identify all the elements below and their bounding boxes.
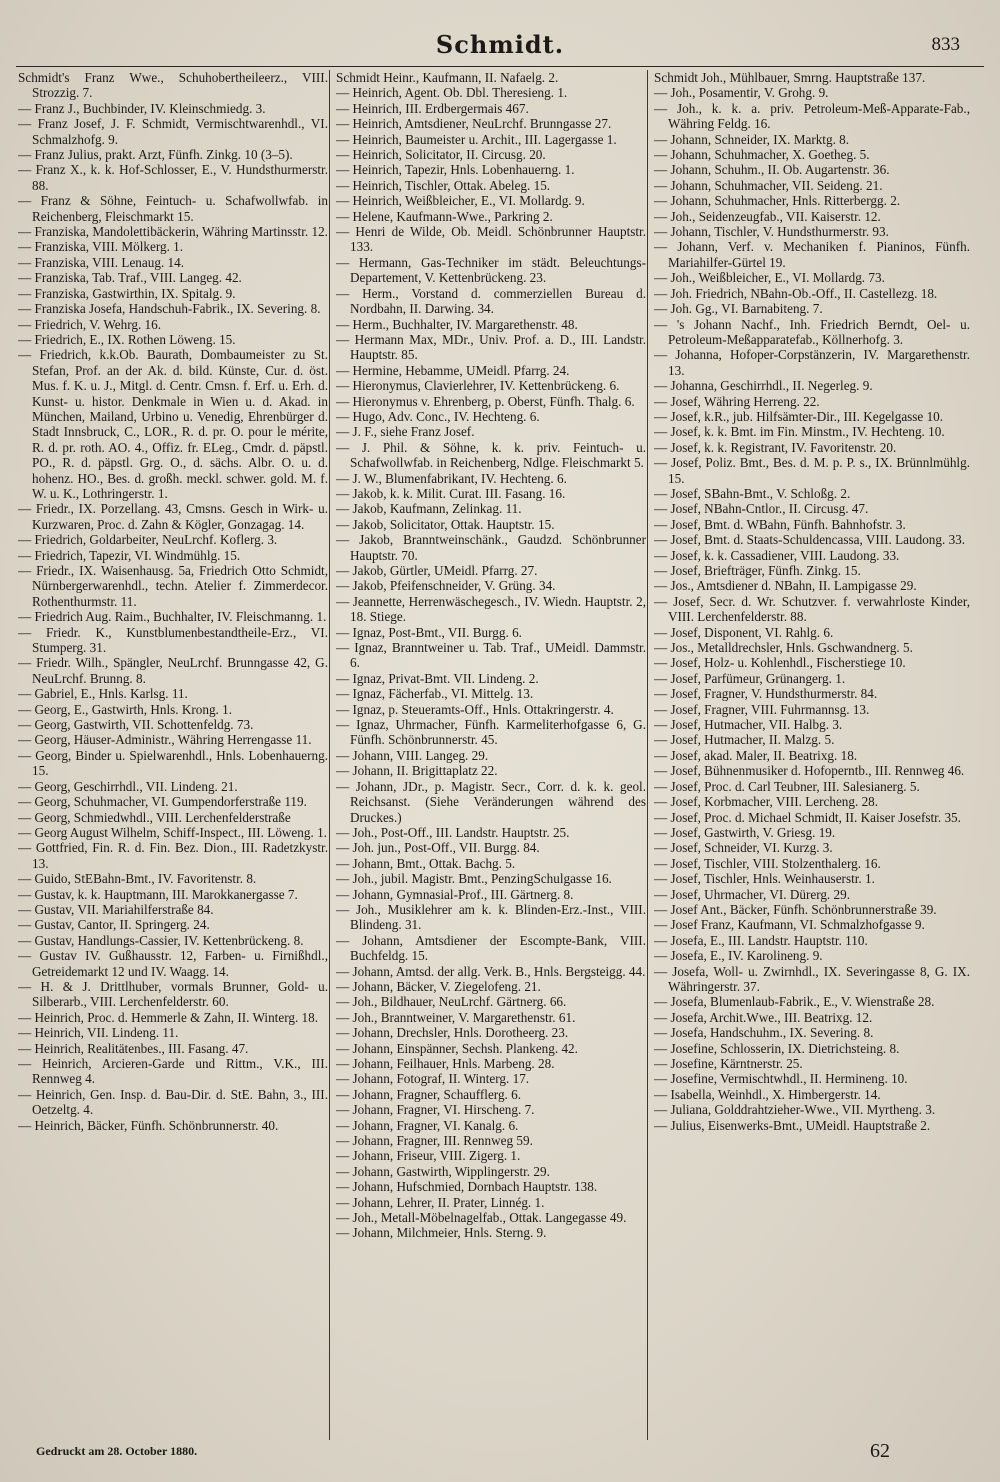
page-title: Schmidt. — [435, 30, 565, 59]
directory-entry: — Johann, Bäcker, V. Ziegelofeng. 21. — [336, 978, 541, 994]
directory-entry: — Gottfried, Fin. R. d. Fin. Bez. Dion., III. Radetzkystr. 13. — [18, 840, 328, 871]
directory-entry: — Heinrich, Agent. Ob. Dbl. Theresieng. 1. — [336, 85, 568, 101]
directory-entry: — Ignaz, Branntweiner u. Tab. Traf., UMeidl. Dammstr. 6. — [336, 640, 646, 671]
directory-entry: — Jakob, Solicitator, Ottak. Hauptstr. 15. — [336, 516, 555, 532]
directory-entry: — Georg, Häuser-Administr., Währing Herrengasse 11. — [18, 732, 312, 748]
directory-entry: — Joh., k. k. a. priv. Petroleum-Meß-Apparate-Fab., Währing Feldg. 16. — [654, 100, 970, 132]
directory-entry: — Josef Franz, Kaufmann, VI. Schmalzhofgasse 9. — [654, 917, 925, 933]
directory-entry: — Johann, Fragner, VI. Kanalg. 6. — [336, 1117, 519, 1133]
directory-entry: — Johann, Gastwirth, Wipplingerstr. 29. — [336, 1163, 550, 1179]
directory-entry: — Johann, Verf. v. Mechaniken f. Pianinos, Fünfh. Mariahilfer-Gürtel 19. — [654, 239, 970, 270]
directory-entry: — Josef, Uhrmacher, VI. Dürerg. 29. — [654, 886, 851, 902]
directory-entry: — Johann, Fragner, VI. Hirscheng. 7. — [336, 1102, 535, 1118]
directory-entry: — Joh., Posamentir, V. Grohg. 9. — [654, 85, 829, 101]
directory-entry: — Helene, Kaufmann-Wwe., Parkring 2. — [336, 208, 553, 224]
directory-entry: — Jos., Amtsdiener d. NBahn, II. Lampigasse 29. — [654, 578, 917, 594]
directory-entry: — Georg, Gastwirth, VII. Schottenfeldg. 73. — [18, 717, 254, 733]
directory-entry: — Johann, Schuhmacher, X. Goetheg. 5. — [654, 147, 870, 163]
directory-entry: — Josef, Poliz. Bmt., Bes. d. M. p. P. s., IX. Brünnlmühlg. 15. — [654, 455, 970, 486]
directory-entry: — Johann, Milchmeier, Hnls. Sterng. 9. — [336, 1225, 547, 1241]
directory-entry: — Johann, Schuhmacher, Hnls. Ritterbergg. 2. — [654, 193, 901, 209]
directory-entry: — Josef, k. k. Bmt. im Fin. Minstm., IV. Hechteng. 10. — [654, 424, 945, 440]
directory-entry: — Johann, Friseur, VIII. Zigerg. 1. — [336, 1148, 521, 1164]
directory-entry: — Josef, Hutmacher, II. Malzg. 5. — [654, 732, 835, 748]
directory-entry: — Hieronymus v. Ehrenberg, p. Oberst, Fünfh. Thalg. 6. — [336, 393, 635, 409]
directory-entry: — Friedr., IX. Porzellang. 43, Cmsns. Gesch in Wirk- u. Kurzwaren, Proc. d. Zahn & Kögler, Gonzagag. 14. — [18, 501, 328, 532]
directory-entry: — Joh., jubil. Magistr. Bmt., PenzingSchulgasse 16. — [336, 871, 612, 887]
directory-entry: — Jakob, Branntweinschänk., Gaudzd. Schönbrunner Hauptstr. 70. — [336, 532, 646, 563]
directory-entry: — Heinrich, Baumeister u. Archit., III. Lagergasse 1. — [336, 131, 617, 147]
directory-entry: — Henri de Wilde, Ob. Meidl. Schönbrunner Hauptstr. 133. — [336, 224, 646, 255]
directory-entry: — Josefa, Handschuhm., IX. Severing. 8. — [654, 1025, 874, 1041]
header-rule — [16, 66, 984, 67]
directory-entry: — Josef, Hutmacher, VII. Halbg. 3. — [654, 717, 843, 733]
directory-entry: — Josef, Währing Herreng. 22. — [654, 393, 820, 409]
directory-entry: — Friedr. K., Kunstblumenbestandtheile-Erz., VI. Stumperg. 31. — [18, 624, 328, 656]
directory-entry: — Josef, Briefträger, Fünfh. Zinkg. 15. — [654, 563, 861, 578]
directory-entry: — Johann, Gymnasial-Prof., III. Gärtnerg. 8. — [336, 886, 574, 902]
page-number: 833 — [931, 34, 960, 55]
directory-entry: — Joh., Musiklehrer am k. k. Blinden-Erz.-Inst., VIII. Blindeng. 31. — [336, 901, 646, 933]
directory-entry: — Friedrich Aug. Raim., Buchhalter, IV. Fleischmanng. 1. — [18, 609, 327, 625]
directory-entry: — Heinrich, Tischler, Ottak. Abeleg. 15. — [336, 177, 551, 193]
directory-entry: — Joh. Gg., VI. Barnabiteng. 7. — [654, 301, 823, 317]
directory-entry: — Johann, Feilhauer, Hnls. Marbeng. 28. — [336, 1056, 555, 1071]
directory-entry: — Ignaz, Fächerfab., VI. Mittelg. 13. — [336, 686, 534, 702]
directory-entry: — Josef, k.R., jub. Hilfsämter-Dir., III. Kegelgasse 10. — [654, 408, 944, 424]
directory-entry: — Joh. jun., Post-Off., VII. Burgg. 84. — [336, 840, 540, 856]
directory-entry: — Georg, E., Gastwirth, Hnls. Krong. 1. — [18, 701, 233, 717]
directory-entry: — Joh., Weißbleicher, E., VI. Mollardg. 73. — [654, 270, 885, 286]
directory-entry: — Georg, Binder u. Spielwarenhdl., Hnls. Lobenhauerng. 15. — [18, 747, 328, 779]
directory-entry: — Josef, Proc. d. Carl Teubner, III. Salesianerg. 5. — [654, 778, 920, 794]
directory-entry: — Jos., Metalldrechsler, Hnls. Gschwandnerg. 5. — [654, 640, 913, 656]
directory-entry: — J. F., siehe Franz Josef. — [336, 424, 475, 440]
directory-entry: — Johann, Bmt., Ottak. Bachg. 5. — [336, 855, 516, 871]
directory-entry: — Josef, Fragner, V. Hundsthurmerstr. 84. — [654, 686, 878, 702]
directory-entry: — Joh., Post-Off., III. Landstr. Hauptstr. 25. — [336, 824, 570, 840]
directory-entry: — Josefine, Schlosserin, IX. Dietrichsteing. 8. — [654, 1040, 900, 1056]
directory-entry: — Hermann, Gas-Techniker im städt. Beleuchtungs-Departement, V. Kettenbrückeng. 23. — [336, 254, 646, 286]
directory-entry: — Johanna, Hofoper-Corpstänzerin, IV. Margarethenstr. 13. — [654, 347, 970, 378]
directory-entry: — Gabriel, E., Hnls. Karlsg. 11. — [18, 686, 188, 702]
directory-entry: — Franziska, VIII. Lenaug. 14. — [18, 254, 185, 270]
directory-entry: — Ignaz, p. Steueramts-Off., Hnls. Ottakringerstr. 4. — [336, 701, 614, 717]
directory-entry: — Johann, VIII. Langeg. 29. — [336, 747, 489, 763]
directory-entry: — Julius, Eisenwerks-Bmt., UMeidl. Hauptstraße 2. — [654, 1117, 931, 1133]
directory-entry: — Heinrich, Realitätenbes., III. Fasang. 47. — [18, 1040, 249, 1056]
directory-entry: — Franziska, VIII. Mölkerg. 1. — [18, 239, 184, 255]
directory-entry: — Josef, k. k. Cassadiener, VIII. Laudong. 33. — [654, 547, 900, 563]
directory-entry: — Johann, Lehrer, II. Prater, Linnég. 1. — [336, 1194, 545, 1210]
directory-entry: — Johann, Drechsler, Hnls. Dorotheerg. 23. — [336, 1025, 569, 1041]
directory-entry: — Josef, Holz- u. Kohlenhdl., Fischerstiege 10. — [654, 655, 906, 671]
directory-entry: — Johann, Amtsdiener der Escompte-Bank, VIII. Buchfeldg. 15. — [336, 932, 646, 964]
directory-entry: — Joh. Friedrich, NBahn-Ob.-Off., II. Castellezg. 18. — [654, 285, 938, 301]
directory-entry: — Georg, Schuhmacher, VI. Gumpendorferstraße 119. — [18, 794, 307, 810]
directory-entry: — Friedrich, Goldarbeiter, NeuLrchf. Koflerg. 3. — [18, 532, 278, 548]
directory-entry: — Josefa, Woll- u. Zwirnhdl., IX. Severingasse 8, G. IX. Währingerstr. 37. — [654, 963, 970, 994]
directory-entry: — Franz & Söhne, Feintuch- u. Schafwollwfab. in Reichenberg, Fleischmarkt 15. — [18, 193, 328, 224]
directory-entry: — Josef, Bmt. d. Staats-Schuldencassa, VIII. Laudong. 33. — [654, 532, 966, 548]
directory-entry: — Johann, Schneider, IX. Marktg. 8. — [654, 131, 850, 147]
directory-entry: — Heinrich, Proc. d. Hemmerle & Zahn, II. Winterg. 18. — [18, 1009, 319, 1025]
directory-entry: — Gustav, Handlungs-Cassier, IV. Kettenbrückeng. 8. — [18, 932, 304, 948]
column-divider — [329, 70, 330, 1440]
directory-entry: — Franz X., k. k. Hof-Schlosser, E., V. Hundsthurmerstr. 88. — [18, 162, 328, 193]
directory-entry: — Josef, Parfümeur, Grünangerg. 1. — [654, 670, 846, 686]
directory-entry: — Friedr. Wilh., Spängler, NeuLrchf. Brunngasse 42, G. NeuLrchf. Brunng. 8. — [18, 655, 328, 686]
directory-entry: — Isabella, Weinhdl., X. Himbergerstr. 14. — [654, 1086, 881, 1102]
directory-entry: — Johann, Fragner, Schaufflerg. 6. — [336, 1086, 522, 1102]
directory-entry: — Friedrich, k.k.Ob. Baurath, Dombaumeister zu St. Stefan, Prof. an der Ak. d. bild. Künste, Cur. d. öst. Mus. f. K. u. J., Mitgl. d. Centr. Cmsn. f. Erf. u. Erh. d. Kunst- u. histor. Denkmale in Wien u. d. Akad. in München, Mailand, Urbino u. Venedig, Ehrenbürger d. Stadt Innsbruck, C., LOR., R. d. pr. O. pour le mérite, R. d. pr. roth. AO. 4., Offiz. fr. ELeg., Cmdr. d. päpstl. PO., R. d. päpstl. Grg. O., d. sächs. Albr. O. u. d. hohenz. HO., Bes. d. großh. meckl. schwer. gold. M. f. W. u. K., Lothringerstr. 1. — [18, 347, 328, 501]
directory-entry: — Josef, Tischler, Hnls. Weinhauserstr. 1. — [654, 871, 875, 887]
directory-entry: — Johann, Tischler, V. Hundsthurmerstr. 93. — [654, 224, 889, 240]
directory-entry: — Ignaz, Privat-Bmt. VII. Lindeng. 2. — [336, 670, 539, 686]
directory-entry: — Josef, Tischler, VIII. Stolzenthalerg. 16. — [654, 855, 881, 871]
column-divider — [647, 70, 648, 1440]
directory-entry: — H. & J. Drittlhuber, vormals Brunner, Gold- u. Silberarb., VIII. Lerchenfelderstr. 60. — [18, 978, 328, 1010]
directory-entry: — Friedrich, Tapezir, VI. Windmühlg. 15. — [18, 547, 241, 563]
directory-entry: — Gustav, Cantor, II. Springerg. 24. — [18, 917, 210, 933]
directory-entry: — Josef, Schneider, VI. Kurzg. 3. — [654, 840, 833, 856]
directory-entry: — Johann, JDr., p. Magistr. Secr., Corr. d. k. k. geol. Reichsanst. (Siehe Veränderungen während des Druckes.) — [336, 778, 646, 825]
directory-entry: — Friedr., IX. Waisenhausg. 5a, Friedrich Otto Schmidt, Nürnbergerwarenhdl., techn. Atelier f. Zimmerdecor. Rothenthurmstr. 11. — [18, 563, 328, 609]
directory-entry: — Heinrich, Weißbleicher, E., VI. Mollardg. 9. — [336, 193, 585, 209]
directory-entry: — Herm., Buchhalter, IV. Margarethenstr. 48. — [336, 316, 578, 332]
directory-entry: — Franz Josef, J. F. Schmidt, Vermischtwarenhdl., VI. Schmalzhofg. 9. — [18, 116, 328, 147]
directory-entry: — Juliana, Golddrahtzieher-Wwe., VII. Myrtheng. 3. — [654, 1102, 936, 1118]
directory-entry: — Heinrich, VII. Lindeng. 11. — [18, 1025, 179, 1041]
directory-entry: — Heinrich, Gen. Insp. d. Bau-Dir. d. StE. Bahn, 3., III. Oetzeltg. 4. — [18, 1086, 328, 1118]
directory-entry: — Josef, Bühnenmusiker d. Hofoperntb., III. Rennweg 46. — [654, 763, 965, 779]
directory-entry: — Joh., Metall-Möbelnagelfab., Ottak. Langegasse 49. — [336, 1210, 627, 1226]
directory-entry: — Johann, Schuhm., II. Ob. Augartenstr. 36. — [654, 162, 890, 178]
directory-entry: — Jakob, Pfeifenschneider, V. Grüng. 34. — [336, 578, 556, 594]
directory-entry: — Josefine, Kärntnerstr. 25. — [654, 1056, 803, 1071]
directory-entry: — J. Phil. & Söhne, k. k. priv. Feintuch- u. Schafwollwfab. in Reichenberg, Ndlge. Fleischmarkt 5. — [336, 439, 646, 471]
directory-entry: — Johanna, Geschirrhdl., II. Negerleg. 9. — [654, 378, 873, 394]
column-2 — [336, 70, 646, 1440]
directory-entry: — Johann, Einspänner, Sechsh. Plankeng. 42. — [336, 1040, 578, 1056]
directory-entry: — Josef, k. k. Registrant, IV. Favoritenstr. 20. — [654, 439, 897, 455]
directory-entry: — Gustav, k. k. Hauptmann, III. Marokkanergasse 7. — [18, 886, 298, 902]
directory-entry: — Josefa, E., IV. Karolineng. 9. — [654, 948, 823, 964]
directory-entry: — Josef, Korbmacher, VIII. Lercheng. 28. — [654, 794, 879, 810]
directory-entry: — Jakob, k. k. Milit. Curat. III. Fasang. 16. — [336, 485, 566, 501]
directory-entry: Schmidt Joh., Mühlbauer, Smrng. Hauptstraße 137. — [654, 70, 926, 85]
directory-entry: — Georg, Geschirrhdl., VII. Lindeng. 21. — [18, 778, 238, 794]
directory-entry: — Josefine, Vermischtwhdl., II. Hermineng. 10. — [654, 1071, 908, 1087]
directory-entry: — Ignaz, Post-Bmt., VII. Burgg. 6. — [336, 624, 522, 640]
directory-entry: — Franziska Josefa, Handschuh-Fabrik., IX. Severing. 8. — [18, 301, 321, 317]
directory-entry: — Friedrich, E., IX. Rothen Löweng. 15. — [18, 331, 236, 347]
directory-entry: — Heinrich, Arcieren-Garde und Rittm., V.K., III. Rennweg 4. — [18, 1056, 328, 1087]
directory-entry: — Josef, Fragner, VIII. Fuhrmannsg. 13. — [654, 701, 870, 717]
print-date: Gedruckt am 28. October 1880. — [36, 1444, 198, 1458]
directory-entry: — Johann, Fotograf, II. Winterg. 17. — [336, 1071, 530, 1087]
directory-entry: — Josef, akad. Maler, II. Beatrixg. 18. — [654, 747, 858, 763]
directory-entry: Schmidt's Franz Wwe., Schuhobertheileerz., VIII. Strozzig. 7. — [18, 70, 328, 101]
directory-entry: — Jeannette, Herrenwäschegesch., IV. Wiedn. Hauptstr. 2, 18. Stiege. — [336, 593, 646, 625]
directory-entry: — Jakob, Kaufmann, Zelinkag. 11. — [336, 501, 522, 517]
directory-entry: — Josefa, Blumenlaub-Fabrik., E., V. Wienstraße 28. — [654, 994, 935, 1010]
directory-entry: — Josef, Gastwirth, V. Griesg. 19. — [654, 824, 836, 840]
directory-entry: — Heinrich, Solicitator, II. Circusg. 20. — [336, 147, 546, 163]
directory-entry: — Gustav IV. Gußhausstr. 12, Farben- u. Firnißhdl., Getreidemarkt 12 und IV. Waagg. 14. — [18, 948, 328, 979]
directory-entry: — Johann, Amtsd. der allg. Verk. B., Hnls. Bergsteigg. 44. — [336, 963, 646, 979]
directory-entry: — Josefa, Archit.Wwe., III. Beatrixg. 12. — [654, 1009, 873, 1025]
directory-entry: — Josef, NBahn-Cntlor., II. Circusg. 47. — [654, 501, 869, 517]
directory-entry: — Joh., Seidenzeugfab., VII. Kaiserstr. 12. — [654, 208, 881, 224]
directory-entry: — Georg, Schmiedwhdl., VIII. Lerchenfelderstraße — [18, 809, 291, 825]
directory-entry: — Guido, StEBahn-Bmt., IV. Favoritenstr. 8. — [18, 871, 257, 887]
directory-entry: — Hieronymus, Clavierlehrer, IV. Kettenbrückeng. 6. — [336, 378, 620, 394]
directory-entry: — Heinrich, Bäcker, Fünfh. Schönbrunnerstr. 40. — [18, 1117, 279, 1133]
column-1 — [18, 70, 328, 1440]
directory-entry: — Heinrich, III. Erdbergermais 467. — [336, 100, 529, 116]
directory-entry: — Josef, Disponent, VI. Rahlg. 6. — [654, 624, 834, 640]
directory-entry: — Josef, Bmt. d. WBahn, Fünfh. Bahnhofstr. 3. — [654, 516, 906, 532]
directory-entry: — Ignaz, Uhrmacher, Fünfh. Karmeliterhofgasse 6, G. Fünfh. Schönbrunnerstr. 45. — [336, 717, 646, 748]
directory-entry: — Johann, Hufschmied, Dornbach Hauptstr. 138. — [336, 1179, 598, 1195]
directory-entry: — Georg August Wilhelm, Schiff-Inspect., III. Löweng. 1. — [18, 824, 327, 840]
directory-entry: — Herm., Vorstand d. commerziellen Bureau d. Nordbahn, II. Darwing. 34. — [336, 285, 646, 317]
directory-entry: — Johann, Schuhmacher, VII. Seideng. 21. — [654, 177, 883, 193]
directory-entry: — Hermann Max, MDr., Univ. Prof. a. D., III. Landstr. Hauptstr. 85. — [336, 331, 646, 363]
directory-entry: — Josef Ant., Bäcker, Fünfh. Schönbrunnerstraße 39. — [654, 901, 937, 917]
directory-entry: — Jakob, Gürtler, UMeidl. Pfarrg. 27. — [336, 563, 538, 578]
directory-entry: — Heinrich, Tapezir, Hnls. Lobenhauerng. 1. — [336, 162, 575, 178]
sheet-number: 62 — [870, 1440, 890, 1462]
directory-entry: — Josef, SBahn-Bmt., V. Schloßg. 2. — [654, 485, 851, 501]
directory-entry: — Josef, Proc. d. Michael Schmidt, II. Kaiser Josefstr. 35. — [654, 809, 961, 825]
directory-entry: — Hermine, Hebamme, UMeidl. Pfarrg. 24. — [336, 362, 570, 378]
directory-entry: — J. W., Blumenfabrikant, IV. Hechteng. 6. — [336, 470, 567, 486]
directory-entry: — Friedrich, V. Wehrg. 16. — [18, 316, 162, 332]
directory-entry: — Gustav, VII. Mariahilferstraße 84. — [18, 901, 214, 917]
directory-entry: — Joh., Bildhauer, NeuLrchf. Gärtnerg. 66. — [336, 994, 567, 1010]
directory-entry: — Heinrich, Amtsdiener, NeuLrchf. Brunngasse 27. — [336, 116, 612, 132]
directory-entry: — Joh., Branntweiner, V. Margarethenstr. 61. — [336, 1009, 576, 1025]
column-3 — [654, 70, 970, 1440]
directory-entry: — Franziska, Tab. Traf., VIII. Langeg. 42. — [18, 270, 242, 286]
directory-entry: — Josefa, E., III. Landstr. Hauptstr. 110. — [654, 932, 868, 948]
directory-entry: — Josef, Secr. d. Wr. Schutzver. f. verwahrloste Kinder, VIII. Lerchenfelderstr. 88. — [654, 593, 970, 625]
directory-entry: — Johann, Fragner, III. Rennweg 59. — [336, 1133, 533, 1149]
directory-entry: — Hugo, Adv. Conc., IV. Hechteng. 6. — [336, 408, 540, 424]
directory-entry: Schmidt Heinr., Kaufmann, II. Nafaelg. 2. — [336, 70, 559, 85]
directory-entry: — Franz J., Buchbinder, IV. Kleinschmiedg. 3. — [18, 100, 266, 116]
directory-entry: — Franziska, Mandolettibäckerin, Währing Martinsstr. 12. — [18, 224, 328, 240]
directory-entry: — Franz Julius, prakt. Arzt, Fünfh. Zinkg. 10 (3–5). — [18, 147, 293, 163]
directory-entry: — Franziska, Gastwirthin, IX. Spitalg. 9. — [18, 285, 236, 301]
directory-entry: — 's Johann Nachf., Inh. Friedrich Berndt, Oel- u. Petroleum-Meßapparatefab., Köllnerhofg. 3. — [654, 316, 970, 347]
directory-entry: — Johann, II. Brigittaplatz 22. — [336, 763, 498, 779]
